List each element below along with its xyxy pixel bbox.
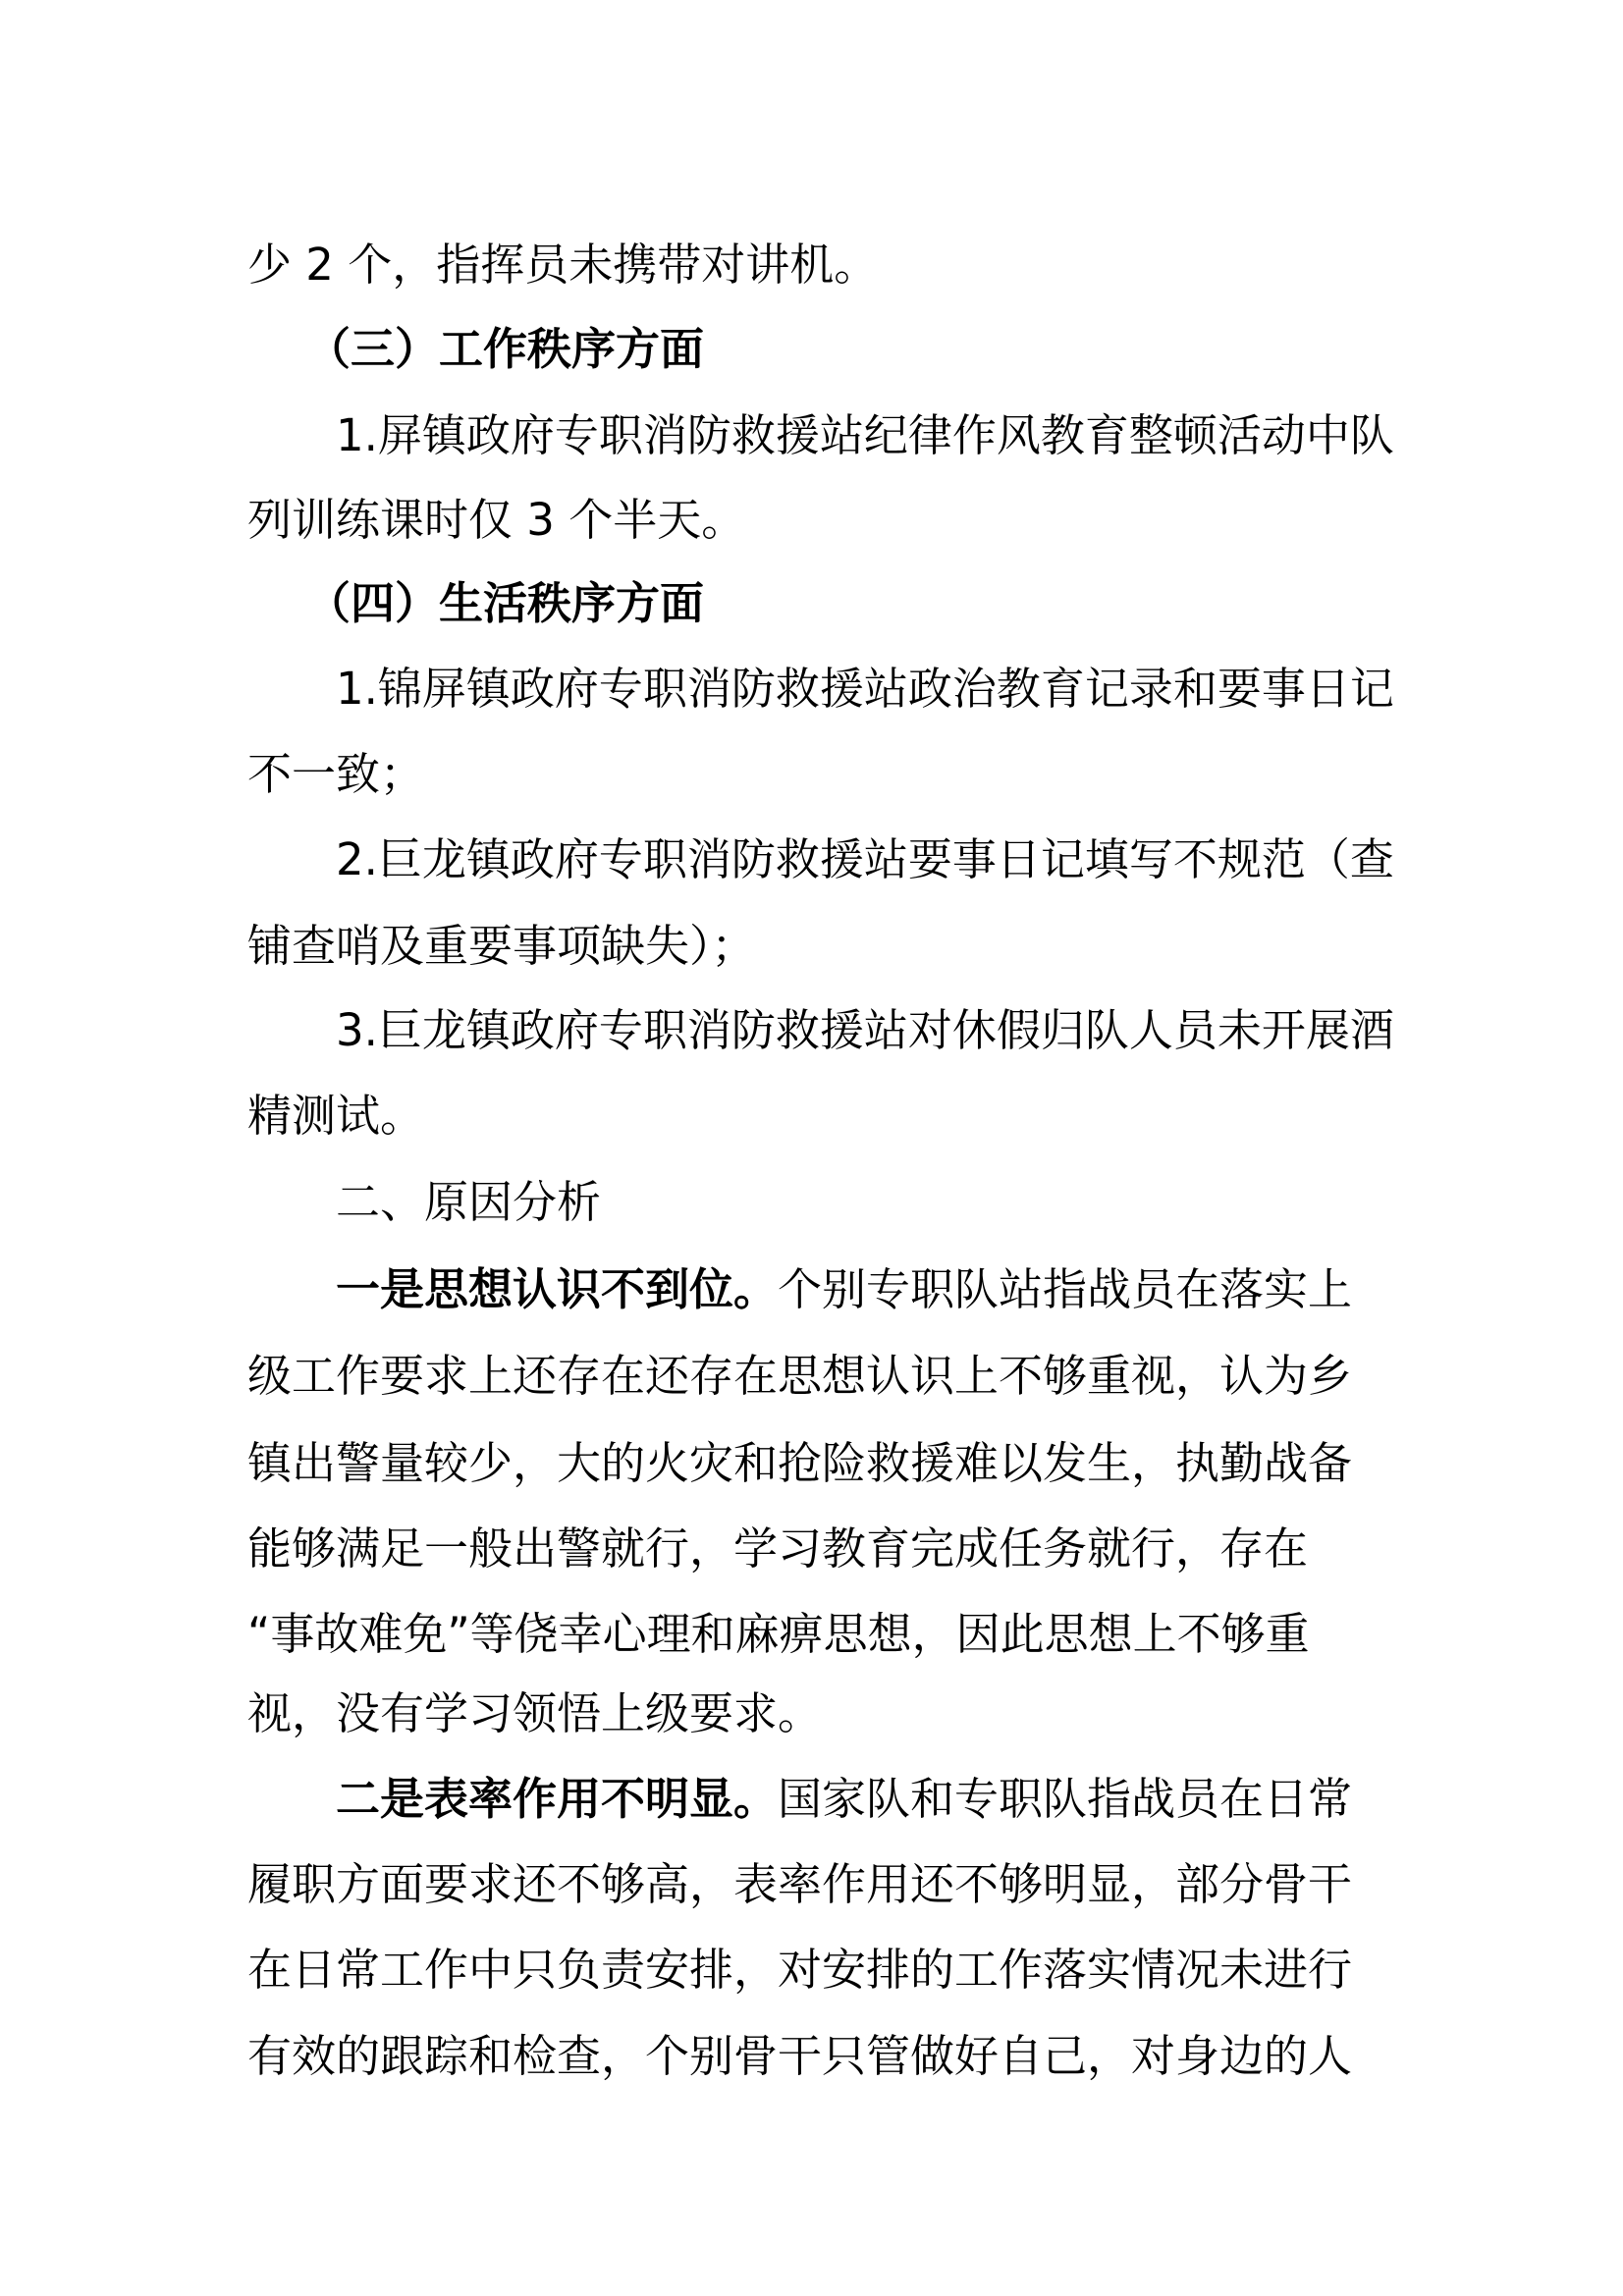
text-line bbox=[336, 1001, 1394, 1060]
text-line bbox=[247, 1941, 1352, 2000]
body-text: 履职方面要求还不够高，表率作用还不够明显，部分骨干 bbox=[247, 1858, 1353, 1910]
text-line bbox=[247, 1684, 822, 1743]
text-line bbox=[336, 1173, 601, 1232]
text-line bbox=[247, 917, 756, 976]
body-text: 2.巨龙镇政府专职消防救援站要事日记填写不规范（查 bbox=[336, 833, 1394, 885]
text-line bbox=[247, 2027, 1352, 2086]
body-text: 3.巨龙镇政府专职消防救援站对休假归队人员未开展酒 bbox=[336, 1004, 1394, 1056]
body-text: 铺查哨及重要事项缺失）； bbox=[247, 920, 756, 972]
body-text: “事故难免”等侥幸心理和麻痹思想，因此思想上不够重 bbox=[247, 1608, 1310, 1660]
body-text: 视，没有学习领悟上级要求。 bbox=[247, 1687, 823, 1739]
text-line bbox=[247, 491, 745, 550]
bold-text: （三）工作秩序方面 bbox=[306, 323, 705, 375]
body-text: 能够满足一般出警就行，学习教育完成任务就行，存在 bbox=[247, 1522, 1309, 1575]
body-text: 个别专职队站指战员在落实上 bbox=[778, 1263, 1353, 1315]
body-text: 国家队和专职队指战员在日常 bbox=[778, 1773, 1353, 1825]
body-text: 级工作要求上还存在还存在思想认识上不够重视，认为乡 bbox=[247, 1350, 1353, 1402]
text-line bbox=[336, 1770, 1352, 1829]
body-text: 列训练课时仅 3 个半天。 bbox=[247, 494, 746, 546]
body-text: 1.屏镇政府专职消防救援站纪律作风教育整顿活动中队 bbox=[336, 409, 1394, 461]
text-line bbox=[247, 1520, 1308, 1578]
text-line bbox=[247, 1605, 1310, 1664]
section-heading bbox=[306, 320, 704, 379]
text-line bbox=[247, 1434, 1352, 1493]
section-heading bbox=[306, 574, 704, 633]
text-line bbox=[336, 830, 1394, 889]
text-line bbox=[247, 236, 878, 294]
bold-text: （四）生活秩序方面 bbox=[306, 577, 705, 629]
text-line bbox=[247, 1087, 424, 1146]
text-line bbox=[336, 1260, 1352, 1319]
text-line bbox=[336, 406, 1394, 465]
text-line bbox=[247, 1855, 1352, 1914]
text-line bbox=[336, 660, 1394, 719]
body-text: 在日常工作中只负责安排，对安排的工作落实情况未进行 bbox=[247, 1944, 1353, 1996]
bold-text: 二是表率作用不明显。 bbox=[336, 1773, 779, 1825]
body-text: 1.锦屏镇政府专职消防救援站政治教育记录和要事日记 bbox=[336, 663, 1394, 715]
body-text: 镇出警量较少，大的火灾和抢险救援难以发生，执勤战备 bbox=[247, 1437, 1353, 1489]
body-text: 不一致； bbox=[247, 748, 425, 800]
body-text: 二、原因分析 bbox=[336, 1176, 602, 1228]
text-line bbox=[247, 1347, 1352, 1406]
text-line bbox=[247, 745, 424, 804]
body-text: 少 2 个，指挥员未携带对讲机。 bbox=[247, 239, 879, 291]
body-text: 精测试。 bbox=[247, 1090, 425, 1142]
bold-text: 一是思想认识不到位。 bbox=[336, 1263, 779, 1315]
body-text: 有效的跟踪和检查，个别骨干只管做好自己，对身边的人 bbox=[247, 2030, 1353, 2082]
